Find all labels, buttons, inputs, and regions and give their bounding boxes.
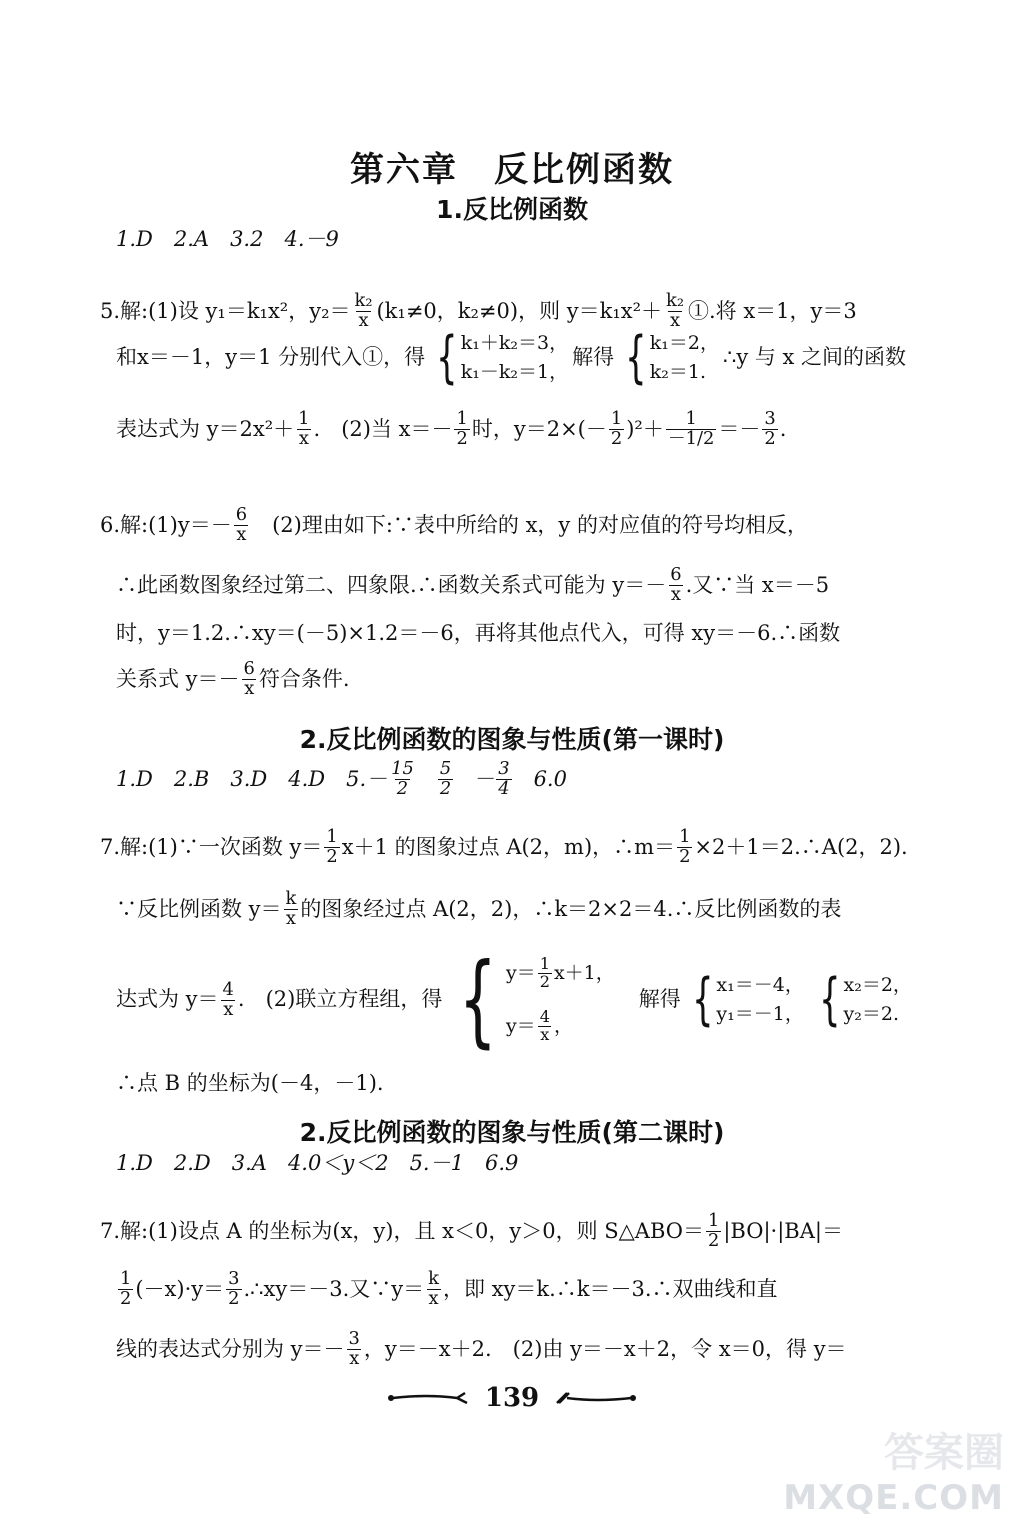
equation-system <box>446 941 615 1058</box>
solution-system <box>618 325 719 390</box>
s1-q6-line-1 <box>100 506 808 544</box>
text: (k₁≠0，k₂≠0)，则 y＝k₁x²＋ <box>376 298 663 323</box>
text: .∴xy＝－3.又∵y＝ <box>243 1276 425 1301</box>
chapter-title: 第六章 反比例函数 <box>350 150 674 190</box>
fraction <box>284 890 299 928</box>
numerator: 3 <box>498 758 510 779</box>
page-number-text: 139 <box>484 1383 540 1413</box>
text: 达式为 y＝ <box>116 987 219 1012</box>
numerator: 1 <box>456 408 468 429</box>
text: ∵反比例函数 y＝ <box>116 896 282 921</box>
numerator: 1 <box>539 954 550 974</box>
text: )²＋ <box>626 416 664 441</box>
equation <box>506 956 615 991</box>
solution-system <box>812 967 912 1032</box>
text: ×2＋1＝2.∴A(2，2). <box>694 834 908 859</box>
text: ①.将 x＝1，y＝3 <box>687 298 857 323</box>
text: . (2)当 x＝－ <box>313 416 453 441</box>
equation: y₁＝－1， <box>716 1003 804 1025</box>
numerator: 1 <box>685 408 697 429</box>
numerator: 6 <box>235 504 248 525</box>
fraction <box>118 1270 133 1308</box>
s2-q7-line-1 <box>100 828 908 866</box>
text: 关系式 y＝－ <box>116 666 240 691</box>
denominator: x <box>669 309 681 331</box>
s2-q7-line-4: ∴点 B 的坐标为(－4，－1). <box>116 1071 384 1095</box>
equation: x₂＝2， <box>843 974 912 997</box>
text: ∴此函数图象经过第二、四象限.∴函数关系式可能为 y＝－ <box>116 572 667 597</box>
text: x＋1 的图象过点 A(2，m)，∴m＝ <box>341 834 676 859</box>
fraction <box>353 292 375 330</box>
fraction <box>426 1270 441 1308</box>
fraction <box>609 410 624 448</box>
text: ∴y 与 x 之间的函数 <box>722 345 907 370</box>
numerator: 1 <box>298 408 310 429</box>
brace: { <box>691 967 714 1032</box>
brace: { <box>819 967 841 1032</box>
fraction <box>438 760 453 798</box>
s1-answers: 1.D 2.A 3.2 4.－9 <box>116 227 339 251</box>
numerator: 4 <box>222 978 234 1000</box>
fraction <box>226 1270 241 1308</box>
brace: { <box>625 325 647 390</box>
numerator: 1 <box>679 826 691 847</box>
s1-q5-line-2 <box>116 325 907 390</box>
text: － <box>473 766 495 791</box>
numerator: 5 <box>439 758 452 779</box>
s3-answers: 1.D 2.D 3.A 4.0＜y＜2 5.－1 6.9 <box>116 1151 519 1175</box>
text: 和x＝－1，y＝1 分别代入①，得 <box>116 345 426 370</box>
denominator: x <box>236 523 247 545</box>
numerator: 4 <box>539 1007 550 1026</box>
fraction <box>677 828 692 866</box>
numerator: 1 <box>707 1210 720 1231</box>
text: 的图象经过点 A(2，2)，∴k＝2×2＝4.∴反比例函数的表 <box>300 896 842 921</box>
text: (－x)·y＝ <box>135 1276 225 1301</box>
equation: x₁＝－4， <box>716 974 804 997</box>
denominator: 2 <box>707 1229 720 1251</box>
fraction <box>221 978 236 1020</box>
numerator: k₂ <box>354 290 373 311</box>
s2-answers <box>116 760 567 798</box>
equation: k₁＝2， <box>649 332 719 355</box>
fraction <box>389 760 416 798</box>
section-title-3: 2.反比例函数的图象与性质(第二课时) <box>299 1118 725 1147</box>
equation-system <box>429 325 569 390</box>
fraction <box>706 1212 721 1250</box>
denominator: x <box>428 1287 439 1309</box>
text: 6.解:(1)y＝－ <box>100 512 232 537</box>
text: 1.D 2.B 3.D 4.D 5.－ <box>116 766 388 791</box>
section-title-1: 1.反比例函数 <box>436 195 588 224</box>
text: 7.解:(1)∵一次函数 y＝ <box>100 834 323 859</box>
text: |BO|·|BA|＝ <box>723 1218 843 1243</box>
denominator: x <box>298 427 309 449</box>
solution-system <box>685 967 804 1032</box>
denominator: x <box>670 583 681 605</box>
denominator: 2 <box>120 1287 132 1309</box>
denominator: 2 <box>228 1287 240 1309</box>
text: y＝ <box>505 962 536 985</box>
denominator: x <box>540 1024 550 1044</box>
denominator: x <box>358 309 369 331</box>
text: 时，y＝2×(－ <box>471 416 607 441</box>
equation: k₂＝1. <box>649 361 707 383</box>
text: (2)理由如下:∵表中所给的 x，y 的对应值的符号均相反， <box>251 512 808 537</box>
numerator: 3 <box>228 1268 240 1289</box>
equation: k₁＋k₂＝3， <box>460 332 569 355</box>
text: ，即 xy＝k.∴k＝－3.∴双曲线和直 <box>442 1276 778 1301</box>
text: x＋1， <box>553 962 615 985</box>
denominator: 2 <box>679 845 691 867</box>
brace: { <box>436 325 458 390</box>
numerator: 6 <box>670 564 682 585</box>
numerator: 1 <box>610 408 623 429</box>
s3-q7-line-3 <box>116 1330 847 1368</box>
text: 解得 <box>572 345 615 370</box>
fraction <box>454 410 469 448</box>
section-title-2: 2.反比例函数的图象与性质(第一课时) <box>299 725 725 754</box>
left-flourish-icon <box>387 1391 477 1405</box>
numerator: 1 <box>326 826 338 847</box>
text: 5.解:(1)设 y₁＝k₁x²，y₂＝ <box>100 298 351 323</box>
s3-q7-line-1 <box>100 1212 843 1250</box>
equation: y₂＝2. <box>843 1003 899 1025</box>
denominator: 2 <box>539 972 550 992</box>
fraction <box>668 566 683 604</box>
fraction <box>347 1330 362 1368</box>
numerator: 3 <box>348 1328 360 1349</box>
text: ，y＝－x＋2. (2)由 y＝－x＋2，令 x＝0，得 y＝ <box>363 1336 847 1361</box>
equation <box>506 1009 615 1044</box>
denominator: 2 <box>764 427 776 449</box>
denominator: 2 <box>439 777 452 799</box>
text: ， <box>553 1015 573 1037</box>
text: 线的表达式分别为 y＝－ <box>116 1336 345 1361</box>
s1-q5-line-1 <box>100 292 857 330</box>
denominator: x <box>244 677 255 699</box>
denominator: 2 <box>610 427 623 449</box>
text: 6.0 <box>533 766 567 791</box>
fraction <box>296 410 311 448</box>
equation: k₁－k₂＝1， <box>460 361 569 383</box>
text: .又∵当 x＝－5 <box>685 572 830 597</box>
fraction <box>324 828 339 866</box>
watermark-text: MXQE.COM <box>783 1478 1004 1518</box>
numerator: 15 <box>391 758 414 779</box>
s1-q6-line-4 <box>116 660 350 698</box>
fraction <box>666 410 717 448</box>
s1-q6-line-2 <box>116 566 829 604</box>
text: 符合条件. <box>258 666 350 691</box>
text: . (2)联立方程组，得 <box>237 987 443 1012</box>
denominator: x <box>349 1347 360 1369</box>
text: 7.解:(1)设点 A 的坐标为(x，y)，且 x＜0，y＞0，则 S△ABO＝ <box>100 1218 704 1243</box>
denominator: 2 <box>326 845 338 867</box>
fraction <box>664 292 686 330</box>
denominator: x <box>223 998 234 1020</box>
text: 解得 <box>638 987 681 1012</box>
s1-q5-line-3 <box>116 410 786 448</box>
s1-q6-line-3: 时，y＝1.2.∴xy＝(－5)×1.2＝－6，再将其他点代入，可得 xy＝－6.∴函数 <box>116 621 841 645</box>
denominator: x <box>285 907 296 929</box>
denominator: －1/2 <box>667 427 715 449</box>
text: . <box>779 416 787 441</box>
numerator: 3 <box>764 408 776 429</box>
numerator: 6 <box>243 658 255 679</box>
brace: { <box>459 941 498 1058</box>
text: y＝ <box>505 1015 536 1037</box>
denominator: 4 <box>498 777 510 799</box>
s2-q7-line-2 <box>116 890 841 928</box>
fraction <box>234 506 249 544</box>
denominator: 2 <box>456 427 468 449</box>
text: 表达式为 y＝2x²＋ <box>116 416 295 441</box>
denominator: 2 <box>396 777 409 799</box>
numerator: 1 <box>120 1268 132 1289</box>
numerator: k₂ <box>666 290 684 311</box>
fraction <box>496 760 511 798</box>
s2-q7-line-3 <box>116 941 916 1058</box>
right-flourish-icon <box>547 1391 637 1405</box>
numerator: k <box>428 1268 439 1289</box>
fraction <box>242 660 257 698</box>
text: ＝－ <box>718 416 761 441</box>
watermark-brand: 答案圈 <box>884 1430 1004 1476</box>
fraction <box>762 410 777 448</box>
numerator: k <box>285 888 297 909</box>
fraction <box>538 1009 552 1044</box>
s3-q7-line-2 <box>116 1270 778 1308</box>
site-watermark <box>783 1388 1004 1518</box>
fraction <box>538 956 552 991</box>
